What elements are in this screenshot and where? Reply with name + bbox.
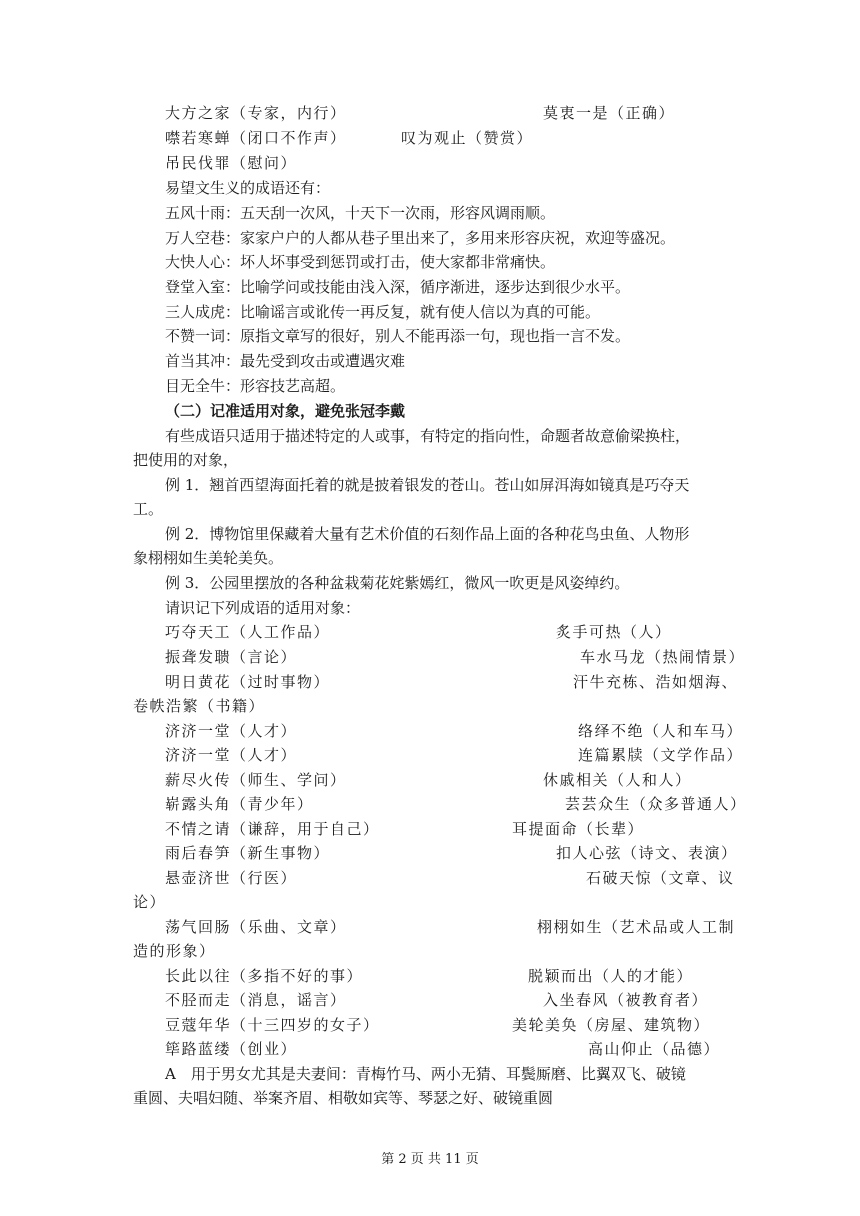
object-row	[0, 988, 860, 1012]
idiom-pair-row	[0, 126, 860, 150]
object-right: 入坐春风（被教育者）	[543, 991, 709, 1009]
paragraph-line	[0, 1062, 860, 1086]
object-row	[0, 719, 860, 743]
idiom-definition	[0, 201, 860, 225]
example-line	[0, 522, 860, 546]
object-left: 崭露头角（青少年）	[165, 795, 314, 813]
object-left: 荡气回肠（乐曲、文章）	[165, 918, 347, 936]
object-left: 雨后春笋（新生事物）	[165, 844, 331, 862]
example-text: 例 1．翘首西望海面托着的就是披着银发的苍山。苍山如屏洱海如镜真是巧夺天	[165, 476, 690, 494]
idiom-definition-text: 五风十雨：五天刮一次风，十天下一次雨，形容风调雨顺。	[165, 204, 556, 222]
object-left: 不情之请（谦辞，用于自己）	[165, 820, 380, 838]
idioms-intro-text: 易望文生义的成语还有：	[165, 179, 331, 197]
object-row	[0, 841, 860, 865]
objects-intro	[0, 596, 860, 620]
example-text: 例 2．博物馆里保藏着大量有艺术价值的石刻作品上面的各种花鸟虫鱼、人物形	[165, 525, 690, 543]
object-row	[0, 620, 860, 644]
objects-intro-text: 请识记下列成语的适用对象：	[165, 599, 361, 617]
idiom-definition-text: 万人空巷：家家户户的人都从巷子里出来了，多用来形容庆祝，欢迎等盛况。	[165, 229, 676, 247]
object-right: 耳提面命（长辈）	[512, 820, 645, 838]
idiom-definition-text: 登堂入室：比喻学问或技能由浅入深，循序渐进，逐步达到很少水平。	[165, 278, 631, 296]
object-right: 车水马龙（热闹情景）	[580, 648, 746, 666]
object-row-wrap	[0, 939, 860, 963]
paragraph-line	[0, 424, 860, 448]
idiom-definition	[0, 250, 860, 274]
idiom-definition	[0, 226, 860, 250]
idiom-pair-row	[0, 101, 860, 125]
object-row	[0, 1037, 860, 1061]
object-right: 美轮美奂（房屋、建筑物）	[512, 1016, 711, 1034]
object-right: 络绎不绝（人和车马）	[578, 722, 744, 740]
idiom-left: 大方之家（专家，内行）	[165, 104, 347, 122]
idiom-single-row	[0, 151, 860, 175]
object-row-wrap	[0, 890, 860, 914]
object-right: 栩栩如生（艺术品或人工制	[537, 918, 736, 936]
idiom-definition-text: 大快人心：坏人坏事受到惩罚或打击，使大家都非常痛快。	[165, 253, 556, 271]
object-left: 振聋发聩（言论）	[165, 648, 298, 666]
idiom-right: 莫衷一是（正确）	[543, 104, 676, 122]
object-right: 休戚相关（人和人）	[543, 771, 692, 789]
example-line	[0, 571, 860, 595]
object-left: 薪尽火传（师生、学问）	[165, 771, 347, 789]
example-line	[0, 473, 860, 497]
object-left: 豆蔻年华（十三四岁的女子）	[165, 1016, 380, 1034]
object-wrap: 造的形象）	[133, 942, 216, 960]
object-row	[0, 817, 860, 841]
idiom-definition-text: 三人成虎：比喻谣言或讹传一再反复，就有使人信以为真的可能。	[165, 303, 601, 321]
object-left: 不胫而走（消息，谣言）	[165, 991, 347, 1009]
object-row	[0, 915, 860, 939]
object-right: 芸芸众生（众多普通人）	[565, 795, 747, 813]
object-right: 炙手可热（人）	[556, 623, 672, 641]
object-right: 脱颖而出（人的才能）	[528, 967, 694, 985]
example-text: 工。	[133, 500, 164, 518]
section-heading	[0, 399, 860, 423]
object-row	[0, 1013, 860, 1037]
page-footer: 第 2 页 共 11 页	[381, 1152, 479, 1167]
paragraph-line	[0, 448, 860, 472]
object-right: 连篇累牍（文学作品）	[578, 746, 744, 764]
example-line	[0, 497, 860, 521]
example-text: 例 3．公园里摆放的各种盆栽菊花姹紫嫣红，微风一吹更是风姿绰约。	[165, 574, 630, 592]
paragraph-text: A 用于男女尤其是夫妻间：青梅竹马、两小无猜、耳鬓厮磨、比翼双飞、破镜	[165, 1065, 686, 1083]
object-left: 明日黄花（过时事物）	[165, 673, 331, 691]
example-text: 象栩栩如生美轮美奂。	[133, 549, 284, 567]
paragraph-text: 有些成语只适用于描述特定的人或事，有特定的指向性，命题者故意偷梁换柱，	[165, 427, 691, 445]
idiom-definition	[0, 300, 860, 324]
paragraph-text: 重圆、夫唱妇随、举案齐眉、相敬如宾等、琴瑟之好、破镜重圆	[133, 1089, 554, 1107]
idiom-definition	[0, 374, 860, 398]
idioms-intro	[0, 176, 860, 200]
object-right: 汗牛充栋、浩如烟海、	[573, 673, 739, 691]
example-line	[0, 546, 860, 570]
object-row	[0, 866, 860, 890]
idiom-left: 噤若寒蝉（闭口不作声）	[165, 129, 347, 147]
idiom-definition-text: 首当其冲：最先受到攻击或遭遇灾难	[165, 352, 406, 370]
paragraph-text: 把使用的对象，	[133, 451, 239, 469]
object-row	[0, 964, 860, 988]
idiom-definition	[0, 349, 860, 373]
object-row	[0, 670, 860, 694]
object-left: 长此以往（多指不好的事）	[165, 967, 364, 985]
idiom-definition-text: 不赞一词：原指文章写的很好，别人不能再添一句，现也指一言不发。	[165, 327, 631, 345]
object-right: 高山仰止（品德）	[588, 1040, 721, 1058]
idiom-single: 吊民伐罪（慰问）	[165, 154, 298, 172]
section-heading-text: （二）记准适用对象，避免张冠李戴	[165, 402, 406, 420]
idiom-definition	[0, 275, 860, 299]
object-row	[0, 768, 860, 792]
paragraph-line	[0, 1086, 860, 1110]
idiom-definition-text: 目无全牛：形容技艺高超。	[165, 377, 346, 395]
object-right: 石破天惊（文章、议	[586, 869, 735, 887]
idiom-definition	[0, 324, 860, 348]
object-wrap: 卷帙浩繁（书籍）	[133, 697, 266, 715]
object-wrap: 论）	[133, 893, 167, 911]
object-row	[0, 792, 860, 816]
object-left: 巧夺天工（人工作品）	[165, 623, 331, 641]
object-left: 筚路蓝缕（创业）	[165, 1040, 298, 1058]
object-right: 扣人心弦（诗文、表演）	[556, 844, 738, 862]
object-row	[0, 645, 860, 669]
object-row-wrap	[0, 694, 860, 718]
object-row	[0, 743, 860, 767]
idiom-right: 叹为观止（赞赏）	[401, 129, 534, 147]
object-left: 济济一堂（人才）	[165, 746, 298, 764]
object-left: 悬壶济世（行医）	[165, 869, 298, 887]
object-left: 济济一堂（人才）	[165, 722, 298, 740]
